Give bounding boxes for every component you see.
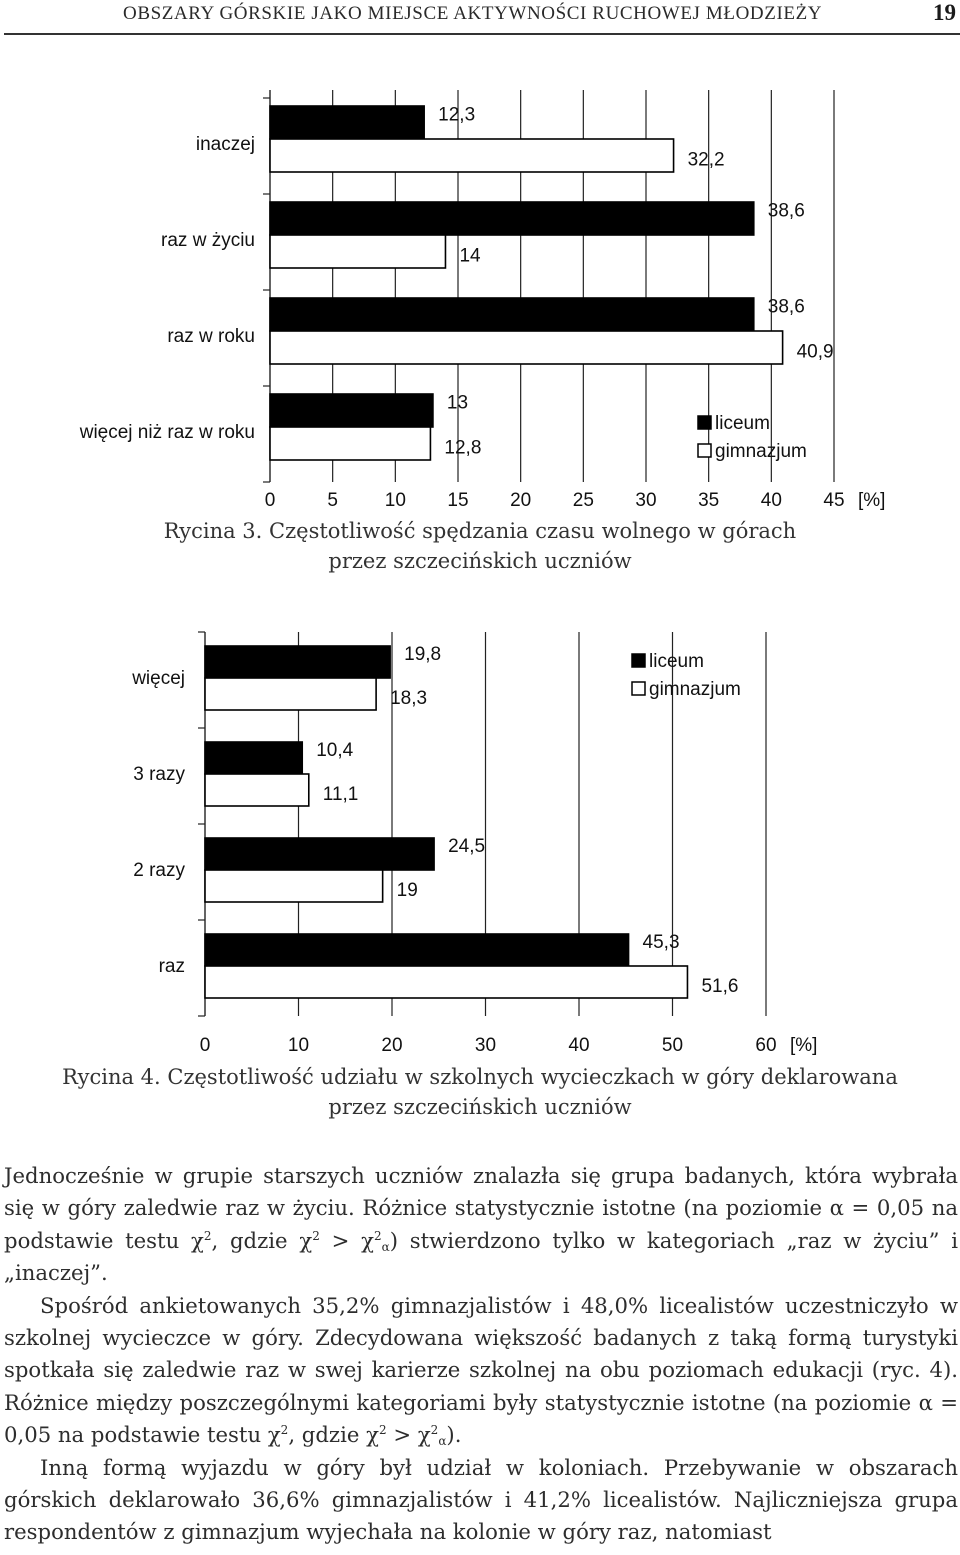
x-tick-label: 20 xyxy=(510,490,532,511)
paragraph-3: Inną formą wyjazdu w góry był udział w koloniach. Przebywanie w obszarach górskich deklarowało 36,6% gimnazjalistów i 41,2% licealistów. Najliczniejsza grupa respondentów z gimnazjum wyjechała na kolonie w góry raz, natomiast xyxy=(4,1454,958,1545)
bar-liceum xyxy=(205,646,390,678)
category-label: raz w życiu xyxy=(161,230,255,251)
body-text xyxy=(4,1160,958,1549)
x-tick-label: 30 xyxy=(635,490,657,511)
data-label: 38,6 xyxy=(767,296,805,318)
page-number: 19 xyxy=(933,0,956,25)
category-label: więcej xyxy=(132,668,185,689)
x-tick-label: 15 xyxy=(447,490,469,511)
x-tick-label: 25 xyxy=(572,490,594,511)
data-label: 40,9 xyxy=(796,341,834,363)
x-tick-label: 30 xyxy=(474,1035,497,1056)
paragraph-1: Jednocześnie w grupie starszych uczniów znalazła się grupa badanych, która wybrała się w góry zaledwie raz w życiu. Różnice statystycznie istotne (na poziomie α = 0,05 na podstawie testu $\chi^2$, gdzie $\chi^2 > \chi^2_\alpha$) stwierdzono tylko w kategoriach „raz w życiu” i „inaczej”. xyxy=(4,1163,958,1286)
figure-4-caption xyxy=(20,1062,940,1122)
x-tick-label: 35 xyxy=(698,490,720,511)
running-title: OBSZARY GÓRSKIE JAKO MIEJSCE AKTYWNOŚCI RUCHOWEJ MŁODZIEŻY xyxy=(123,3,823,24)
x-tick-label: 10 xyxy=(287,1035,310,1056)
category-label: 2 razy xyxy=(133,860,185,881)
bar-gimnazjum xyxy=(205,966,687,998)
paragraph-2: Spośród ankietowanych 35,2% gimnazjalistów i 48,0% licealistów uczestniczyło w szkolnej wycieczce w góry. Zdecydowana większość badanych z taką formą turystyki spotkała się zaledwie raz w swej karierze szkolnej na obu poziomach edukacji (ryc. 4). Różnice między poszczególnymi kategoriami były statystycznie istotne (na poziomie α = 0,05 na podstawie testu $\chi^2$, gdzie $\chi^2 > \chi^2_\alpha$). xyxy=(4,1292,958,1449)
x-tick-label: 10 xyxy=(384,490,406,511)
x-unit-label: [%] xyxy=(858,490,886,511)
data-label: 12,8 xyxy=(444,437,482,459)
data-label: 11,1 xyxy=(322,784,359,805)
bar-liceum xyxy=(205,838,434,870)
data-label: 38,6 xyxy=(767,200,805,222)
x-tick-label: 5 xyxy=(327,490,338,511)
legend-label: gimnazjum xyxy=(715,441,807,462)
data-label: 24,5 xyxy=(448,836,486,857)
bar-gimnazjum xyxy=(205,678,376,710)
x-tick-label: 60 xyxy=(755,1035,777,1056)
bar-gimnazjum xyxy=(205,774,309,806)
bar-liceum xyxy=(205,934,629,966)
x-tick-label: 40 xyxy=(760,490,782,511)
legend-label: gimnazjum xyxy=(649,679,741,700)
data-label: 45,3 xyxy=(642,932,680,953)
data-label: 14 xyxy=(459,245,481,267)
data-label: 32,2 xyxy=(687,149,725,171)
x-tick-label: 40 xyxy=(568,1035,590,1056)
data-label: 19 xyxy=(396,880,418,901)
category-label: inaczej xyxy=(195,134,255,155)
data-label: 10,4 xyxy=(316,740,354,761)
legend-swatch-gimnazjum xyxy=(632,682,645,695)
data-label: 12,3 xyxy=(438,104,476,126)
x-unit-label: [%] xyxy=(790,1035,818,1056)
category-label: raz w roku xyxy=(167,326,255,347)
legend-label: liceum xyxy=(715,413,770,434)
data-label: 18,3 xyxy=(390,688,428,709)
x-tick-label: 45 xyxy=(823,490,845,511)
data-label: 13 xyxy=(446,392,469,414)
category-label: więcej niż raz w roku xyxy=(79,422,255,443)
bar-liceum xyxy=(205,742,302,774)
x-tick-label: 0 xyxy=(264,490,276,511)
legend-swatch-liceum xyxy=(632,654,645,667)
figure-4-caption-line-2: przez szczecińskich uczniów xyxy=(328,1095,632,1119)
bar-gimnazjum xyxy=(205,870,383,902)
figure-3-caption-line-1: Rycina 3. Częstotliwość spędzania czasu wolnego w górach xyxy=(163,519,797,543)
legend-label: liceum xyxy=(649,651,704,672)
figure-4-caption-line-1: Rycina 4. Częstotliwość udziału w szkolnych wycieczkach w góry deklarowana xyxy=(62,1065,898,1089)
x-tick-label: 50 xyxy=(661,1035,684,1056)
category-label: 3 razy xyxy=(133,764,185,785)
data-label: 19,8 xyxy=(404,644,442,665)
x-tick-label: 20 xyxy=(381,1035,403,1056)
category-label: raz xyxy=(158,956,185,977)
figure-3-caption-line-2: przez szczecińskich uczniów xyxy=(328,549,632,573)
data-label: 51,6 xyxy=(701,976,739,997)
x-tick-label: 0 xyxy=(199,1035,211,1056)
